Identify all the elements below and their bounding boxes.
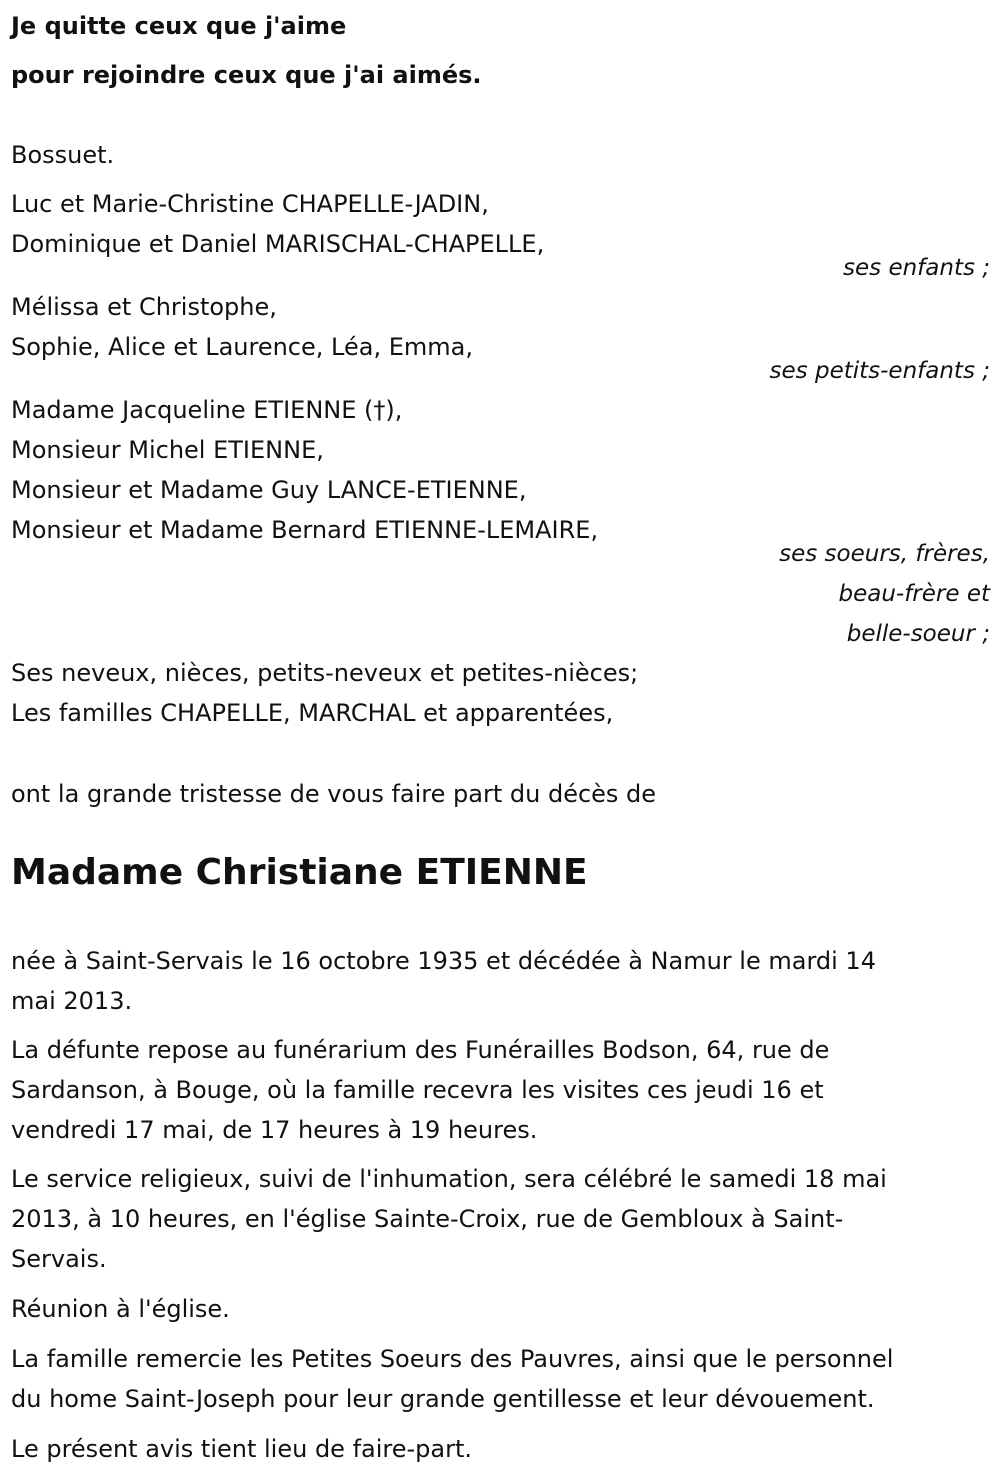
service-line-3: Servais. [11, 1245, 107, 1273]
children-role: ses enfants ; [843, 255, 990, 281]
siblings-role-line-3: belle-soeur ; [846, 621, 990, 647]
grandchildren-line-1: Mélissa et Christophe, [11, 293, 277, 321]
siblings-line-2: Monsieur Michel ETIENNE, [11, 436, 324, 464]
children-line-2: Dominique et Daniel MARISCHAL-CHAPELLE, [11, 230, 545, 258]
place-name: Bossuet. [11, 141, 115, 169]
epigraph-line-2: pour rejoindre ceux que j'ai aimés. [11, 61, 482, 89]
siblings-role-line-2: beau-frère et [838, 581, 990, 607]
siblings-line-4: Monsieur et Madame Bernard ETIENNE-LEMAIRE, [11, 516, 599, 544]
birth-death-line-1: née à Saint-Servais le 16 octobre 1935 et décédée à Namur le mardi 14 [11, 947, 876, 975]
funerarium-line-2: Sardanson, à Bouge, où la famille recevra les visites ces jeudi 16 et [11, 1076, 824, 1104]
thanks-line-2: du home Saint-Joseph pour leur grande gentillesse et leur dévouement. [11, 1385, 875, 1413]
thanks-line-1: La famille remercie les Petites Soeurs des Pauvres, ainsi que le personnel [11, 1345, 894, 1373]
grandchildren-line-2: Sophie, Alice et Laurence, Léa, Emma, [11, 333, 473, 361]
funerarium-line-1: La défunte repose au funérarium des Funérailles Bodson, 64, rue de [11, 1036, 830, 1064]
siblings-role-line-1: ses soeurs, frères, [779, 541, 990, 567]
siblings-line-3: Monsieur et Madame Guy LANCE-ETIENNE, [11, 476, 527, 504]
relatives-line-2: Les familles CHAPELLE, MARCHAL et apparentées, [11, 699, 614, 727]
relatives-line-1: Ses neveux, nièces, petits-neveux et petites-nièces; [11, 659, 639, 687]
grandchildren-role: ses petits-enfants ; [769, 358, 990, 384]
children-line-1: Luc et Marie-Christine CHAPELLE-JADIN, [11, 190, 489, 218]
meeting-line: Réunion à l'église. [11, 1295, 230, 1323]
announcement-text: ont la grande tristesse de vous faire part du décès de [11, 780, 657, 808]
siblings-line-1: Madame Jacqueline ETIENNE (†), [11, 396, 403, 424]
service-line-2: 2013, à 10 heures, en l'église Sainte-Croix, rue de Gembloux à Saint- [11, 1205, 844, 1233]
epigraph-line-1: Je quitte ceux que j'aime [11, 12, 347, 40]
funerarium-line-3: vendredi 17 mai, de 17 heures à 19 heures. [11, 1116, 538, 1144]
service-line-1: Le service religieux, suivi de l'inhumation, sera célébré le samedi 18 mai [11, 1165, 887, 1193]
birth-death-line-2: mai 2013. [11, 987, 133, 1015]
deceased-name: Madame Christiane ETIENNE [11, 852, 588, 893]
notice-line: Le présent avis tient lieu de faire-part. [11, 1435, 473, 1463]
